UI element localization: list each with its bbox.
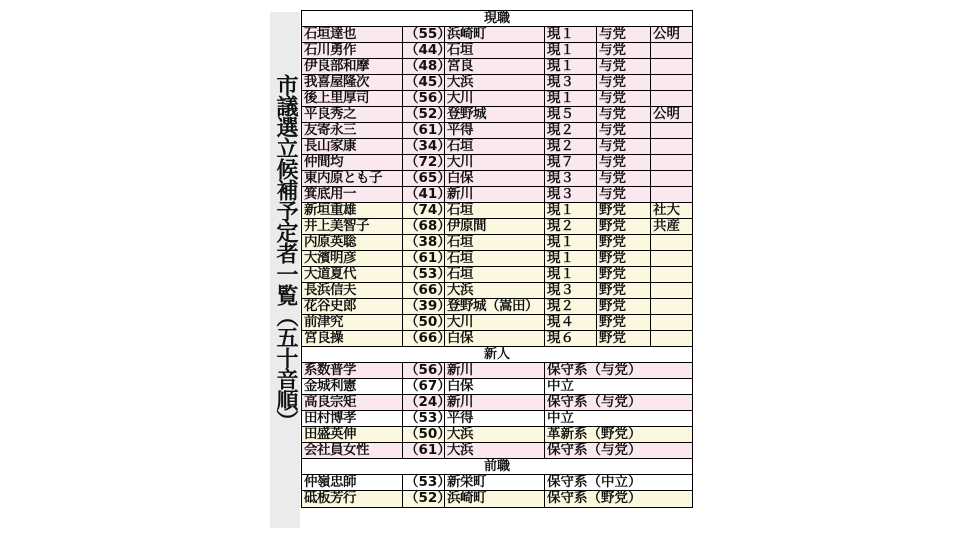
candidate-area: 石垣 bbox=[444, 251, 544, 266]
candidate-party: 与党 bbox=[596, 107, 650, 122]
candidate-support bbox=[650, 139, 692, 154]
candidate-row bbox=[302, 59, 692, 75]
candidate-area: 石垣 bbox=[444, 139, 544, 154]
candidate-row bbox=[302, 427, 692, 443]
candidate-row bbox=[302, 283, 692, 299]
candidate-name: 新垣重雄 bbox=[304, 202, 356, 218]
candidate-age: （53） bbox=[402, 475, 444, 490]
candidate-name: 系数普学 bbox=[304, 362, 356, 378]
candidate-age: （39） bbox=[402, 299, 444, 314]
candidate-name: 石川勇作 bbox=[304, 42, 356, 58]
candidate-age: （52） bbox=[402, 491, 444, 507]
candidate-status: 現５ bbox=[544, 107, 596, 122]
candidate-party: 与党 bbox=[596, 75, 650, 90]
candidate-party: 与党 bbox=[596, 43, 650, 58]
candidate-status: 中立 bbox=[544, 379, 692, 394]
candidate-name: 砥板芳行 bbox=[304, 490, 356, 506]
candidate-row bbox=[302, 475, 692, 491]
candidate-age: （65） bbox=[402, 171, 444, 186]
candidate-name: 宮良操 bbox=[304, 330, 343, 346]
candidate-area: 白保 bbox=[444, 331, 544, 346]
candidate-party: 与党 bbox=[596, 27, 650, 42]
candidate-party: 与党 bbox=[596, 171, 650, 186]
candidate-area: 大浜 bbox=[444, 75, 544, 90]
candidate-status: 現１ bbox=[544, 27, 596, 42]
candidate-name: 平良秀之 bbox=[304, 106, 356, 122]
candidate-area: 石垣 bbox=[444, 203, 544, 218]
candidate-party: 野党 bbox=[596, 283, 650, 298]
candidate-age: （61） bbox=[402, 123, 444, 138]
candidate-row bbox=[302, 43, 692, 59]
candidate-row bbox=[302, 123, 692, 139]
candidate-support bbox=[650, 59, 692, 74]
candidate-row bbox=[302, 139, 692, 155]
candidate-name: 石垣達也 bbox=[304, 26, 356, 42]
candidate-area: 平得 bbox=[444, 411, 544, 426]
candidate-support: 公明 bbox=[650, 27, 692, 42]
candidate-name: 箕底用一 bbox=[304, 186, 356, 202]
candidate-area: 新川 bbox=[444, 395, 544, 410]
candidate-name: 仲間均 bbox=[304, 154, 343, 170]
candidate-age: （72） bbox=[402, 155, 444, 170]
candidate-support bbox=[650, 235, 692, 250]
candidate-status: 現４ bbox=[544, 315, 596, 330]
candidate-support bbox=[650, 91, 692, 106]
candidate-name: 田村博孝 bbox=[304, 410, 356, 426]
candidate-name: 伊良部和摩 bbox=[304, 58, 369, 74]
candidate-status: 保守系（与党） bbox=[544, 363, 692, 378]
candidate-party: 与党 bbox=[596, 123, 650, 138]
candidate-age: （50） bbox=[402, 315, 444, 330]
candidate-support: 公明 bbox=[650, 107, 692, 122]
candidate-party: 与党 bbox=[596, 187, 650, 202]
candidate-age: （74） bbox=[402, 203, 444, 218]
candidate-name: 仲嶺忠師 bbox=[304, 474, 356, 490]
candidate-table bbox=[301, 10, 693, 508]
candidate-status: 現１ bbox=[544, 203, 596, 218]
candidate-row bbox=[302, 379, 692, 395]
candidate-party: 与党 bbox=[596, 155, 650, 170]
candidate-area: 大浜 bbox=[444, 427, 544, 442]
candidate-area: 白保 bbox=[444, 171, 544, 186]
candidate-age: （67） bbox=[402, 379, 444, 394]
candidate-status: 現１ bbox=[544, 267, 596, 282]
candidate-party: 野党 bbox=[596, 299, 650, 314]
candidate-name: 我喜屋隆次 bbox=[304, 74, 369, 90]
candidate-name: 友寄永三 bbox=[304, 122, 356, 138]
candidate-status: 現１ bbox=[544, 91, 596, 106]
candidate-row bbox=[302, 331, 692, 347]
candidate-age: （66） bbox=[402, 331, 444, 346]
candidate-area: 浜崎町 bbox=[444, 491, 544, 507]
candidate-age: （44） bbox=[402, 43, 444, 58]
candidate-age: （55） bbox=[402, 27, 444, 42]
candidate-area: 石垣 bbox=[444, 235, 544, 250]
candidate-support: 社大 bbox=[650, 203, 692, 218]
candidate-area: 大浜 bbox=[444, 443, 544, 458]
candidate-party: 野党 bbox=[596, 203, 650, 218]
candidate-name: 長浜信夫 bbox=[304, 282, 356, 298]
candidate-party: 野党 bbox=[596, 315, 650, 330]
candidate-age: （61） bbox=[402, 251, 444, 266]
candidate-party: 野党 bbox=[596, 331, 650, 346]
candidate-status: 現３ bbox=[544, 187, 596, 202]
candidate-status: 現１ bbox=[544, 43, 596, 58]
candidate-age: （68） bbox=[402, 219, 444, 234]
title-sidebar bbox=[270, 12, 300, 528]
candidate-support bbox=[650, 315, 692, 330]
candidate-name: 内原英聡 bbox=[304, 234, 356, 250]
candidate-support bbox=[650, 299, 692, 314]
candidate-row bbox=[302, 171, 692, 187]
candidate-row bbox=[302, 203, 692, 219]
candidate-area: 大川 bbox=[444, 155, 544, 170]
candidate-name: 東内原とも子 bbox=[304, 170, 382, 186]
candidate-row bbox=[302, 107, 692, 123]
candidate-age: （34） bbox=[402, 139, 444, 154]
candidate-support bbox=[650, 331, 692, 346]
candidate-status: 現３ bbox=[544, 171, 596, 186]
candidate-party: 野党 bbox=[596, 251, 650, 266]
candidate-row bbox=[302, 219, 692, 235]
candidate-support bbox=[650, 251, 692, 266]
candidate-status: 現２ bbox=[544, 299, 596, 314]
candidate-area: 石垣 bbox=[444, 43, 544, 58]
candidate-party: 与党 bbox=[596, 59, 650, 74]
candidate-row bbox=[302, 443, 692, 459]
candidate-area: 石垣 bbox=[444, 267, 544, 282]
candidate-area: 白保 bbox=[444, 379, 544, 394]
candidate-row bbox=[302, 491, 692, 507]
candidate-row bbox=[302, 411, 692, 427]
candidate-row bbox=[302, 299, 692, 315]
candidate-area: 大浜 bbox=[444, 283, 544, 298]
candidate-support bbox=[650, 43, 692, 58]
candidate-age: （48） bbox=[402, 59, 444, 74]
candidate-name: 会社員女性 bbox=[304, 442, 369, 458]
candidate-age: （56） bbox=[402, 91, 444, 106]
candidate-name: 花谷史郎 bbox=[304, 298, 356, 314]
candidate-party: 野党 bbox=[596, 267, 650, 282]
candidate-status: 現１ bbox=[544, 59, 596, 74]
candidate-row bbox=[302, 27, 692, 43]
candidate-support bbox=[650, 123, 692, 138]
candidate-area: 新川 bbox=[444, 187, 544, 202]
candidate-row bbox=[302, 315, 692, 331]
candidate-area: 宮良 bbox=[444, 59, 544, 74]
candidate-age: （53） bbox=[402, 411, 444, 426]
candidate-age: （56） bbox=[402, 363, 444, 378]
candidate-row bbox=[302, 91, 692, 107]
candidate-support bbox=[650, 267, 692, 282]
candidate-row bbox=[302, 395, 692, 411]
candidate-support bbox=[650, 155, 692, 170]
candidate-support: 共産 bbox=[650, 219, 692, 234]
candidate-support bbox=[650, 283, 692, 298]
candidate-support bbox=[650, 187, 692, 202]
candidate-party: 野党 bbox=[596, 219, 650, 234]
candidate-row bbox=[302, 187, 692, 203]
candidate-area: 登野城（嵩田） bbox=[444, 299, 544, 314]
candidate-area: 浜崎町 bbox=[444, 27, 544, 42]
section-header: 現職 bbox=[302, 11, 692, 27]
candidate-status: 現１ bbox=[544, 251, 596, 266]
candidate-status: 現２ bbox=[544, 219, 596, 234]
candidate-status: 保守系（野党） bbox=[544, 491, 692, 507]
candidate-name: 金城利憲 bbox=[304, 378, 356, 394]
candidate-age: （52） bbox=[402, 107, 444, 122]
candidate-name: 前津究 bbox=[304, 314, 343, 330]
candidate-row bbox=[302, 75, 692, 91]
candidate-name: 大道夏代 bbox=[304, 266, 356, 282]
candidate-area: 大川 bbox=[444, 315, 544, 330]
candidate-row bbox=[302, 251, 692, 267]
candidate-area: 新栄町 bbox=[444, 475, 544, 490]
candidate-party: 与党 bbox=[596, 91, 650, 106]
candidate-status: 現７ bbox=[544, 155, 596, 170]
candidate-area: 伊原間 bbox=[444, 219, 544, 234]
candidate-name: 後上里厚司 bbox=[304, 90, 369, 106]
candidate-area: 平得 bbox=[444, 123, 544, 138]
candidate-area: 新川 bbox=[444, 363, 544, 378]
candidate-name: 高良宗矩 bbox=[304, 394, 356, 410]
page-title: 市議選立候補予定者一覧（五十音順） bbox=[273, 74, 298, 431]
candidate-party: 野党 bbox=[596, 235, 650, 250]
candidate-status: 現２ bbox=[544, 139, 596, 154]
candidate-status: 保守系（与党） bbox=[544, 395, 692, 410]
candidate-status: 現６ bbox=[544, 331, 596, 346]
candidate-age: （45） bbox=[402, 75, 444, 90]
candidate-support bbox=[650, 75, 692, 90]
candidate-status: 現３ bbox=[544, 283, 596, 298]
candidate-area: 大川 bbox=[444, 91, 544, 106]
candidate-status: 現２ bbox=[544, 123, 596, 138]
section-header: 前職 bbox=[302, 459, 692, 475]
candidate-age: （66） bbox=[402, 283, 444, 298]
candidate-row bbox=[302, 155, 692, 171]
candidate-age: （50） bbox=[402, 427, 444, 442]
candidate-status: 現３ bbox=[544, 75, 596, 90]
candidate-age: （61） bbox=[402, 443, 444, 458]
candidate-row bbox=[302, 267, 692, 283]
candidate-name: 大濱明彦 bbox=[304, 250, 356, 266]
candidate-age: （38） bbox=[402, 235, 444, 250]
candidate-name: 井上美智子 bbox=[304, 218, 369, 234]
candidate-row bbox=[302, 235, 692, 251]
candidate-status: 革新系（野党） bbox=[544, 427, 692, 442]
candidate-support bbox=[650, 171, 692, 186]
candidate-age: （53） bbox=[402, 267, 444, 282]
candidate-status: 中立 bbox=[544, 411, 692, 426]
candidate-status: 現１ bbox=[544, 235, 596, 250]
candidate-status: 保守系（中立） bbox=[544, 475, 692, 490]
candidate-area: 登野城 bbox=[444, 107, 544, 122]
candidate-name: 長山家康 bbox=[304, 138, 356, 154]
candidate-party: 与党 bbox=[596, 139, 650, 154]
candidate-age: （41） bbox=[402, 187, 444, 202]
candidate-row bbox=[302, 363, 692, 379]
section-header: 新人 bbox=[302, 347, 692, 363]
candidate-age: （24） bbox=[402, 395, 444, 410]
candidate-status: 保守系（与党） bbox=[544, 443, 692, 458]
candidate-name: 田盛英伸 bbox=[304, 426, 356, 442]
